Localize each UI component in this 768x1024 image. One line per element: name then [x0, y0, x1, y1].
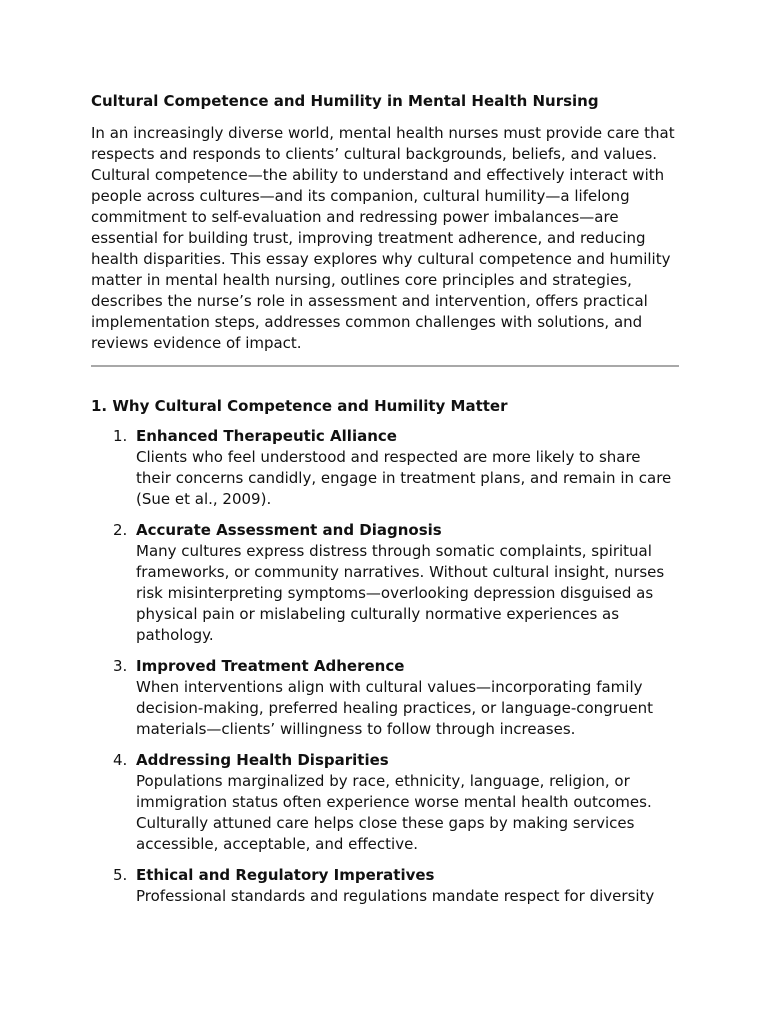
list-item-body: When interventions align with cultural values—incorporating family decision-making, preferred healing practices, or language-congruent materials—clients’ willingness to follow through increases.	[136, 678, 653, 738]
list-item-number: 1.	[113, 427, 128, 445]
list-item-number: 2.	[113, 521, 128, 539]
list-item	[91, 750, 679, 855]
list-item-heading: Ethical and Regulatory Imperatives	[136, 866, 435, 884]
list-item-heading: Accurate Assessment and Diagnosis	[136, 521, 442, 539]
list-item-body: Many cultures express distress through somatic complaints, spiritual frameworks, or community narratives. Without cultural insight, nurses risk misinterpreting symptoms—overlooking depression disguised as physical pain or mislabeling culturally normative experiences as pathology.	[136, 542, 665, 644]
document-page	[91, 91, 679, 917]
list-item-number: 5.	[113, 866, 128, 884]
section-divider	[91, 365, 679, 367]
document-title: Cultural Competence and Humility in Mental Health Nursing	[91, 92, 599, 110]
section-heading: 1. Why Cultural Competence and Humility Matter	[91, 397, 508, 415]
list-item	[91, 426, 679, 510]
intro-paragraph: In an increasingly diverse world, mental health nurses must provide care that respects and responds to clients’ cultural backgrounds, beliefs, and values. Cultural competence—the ability to understand and effectively interact with people across cultures—and its companion, cultural humility—a lifelong commitment to self-evaluation and redressing power imbalances—are essential for building trust, improving treatment adherence, and reducing health disparities. This essay explores why cultural competence and humility matter in mental health nursing, outlines core principles and strategies, describes the nurse’s role in assessment and intervention, offers practical implementation steps, addresses common challenges with solutions, and reviews evidence of impact.	[91, 124, 675, 352]
list-item-body: Populations marginalized by race, ethnicity, language, religion, or immigration status often experience worse mental health outcomes. Culturally attuned care helps close these gaps by making services accessible, acceptable, and effective.	[136, 772, 652, 853]
list-item-number: 4.	[113, 751, 128, 769]
list-item	[91, 520, 679, 646]
list-item	[91, 656, 679, 740]
reasons-list	[91, 426, 679, 907]
list-item-heading: Enhanced Therapeutic Alliance	[136, 427, 397, 445]
list-item-number: 3.	[113, 657, 128, 675]
list-item-heading: Improved Treatment Adherence	[136, 657, 405, 675]
list-item-body: Clients who feel understood and respected are more likely to share their concerns candidly, engage in treatment plans, and remain in care (Sue et al., 2009).	[136, 448, 672, 508]
list-item-body: Professional standards and regulations mandate respect for diversity	[136, 887, 655, 905]
list-item-heading: Addressing Health Disparities	[136, 751, 389, 769]
list-item	[91, 865, 679, 907]
